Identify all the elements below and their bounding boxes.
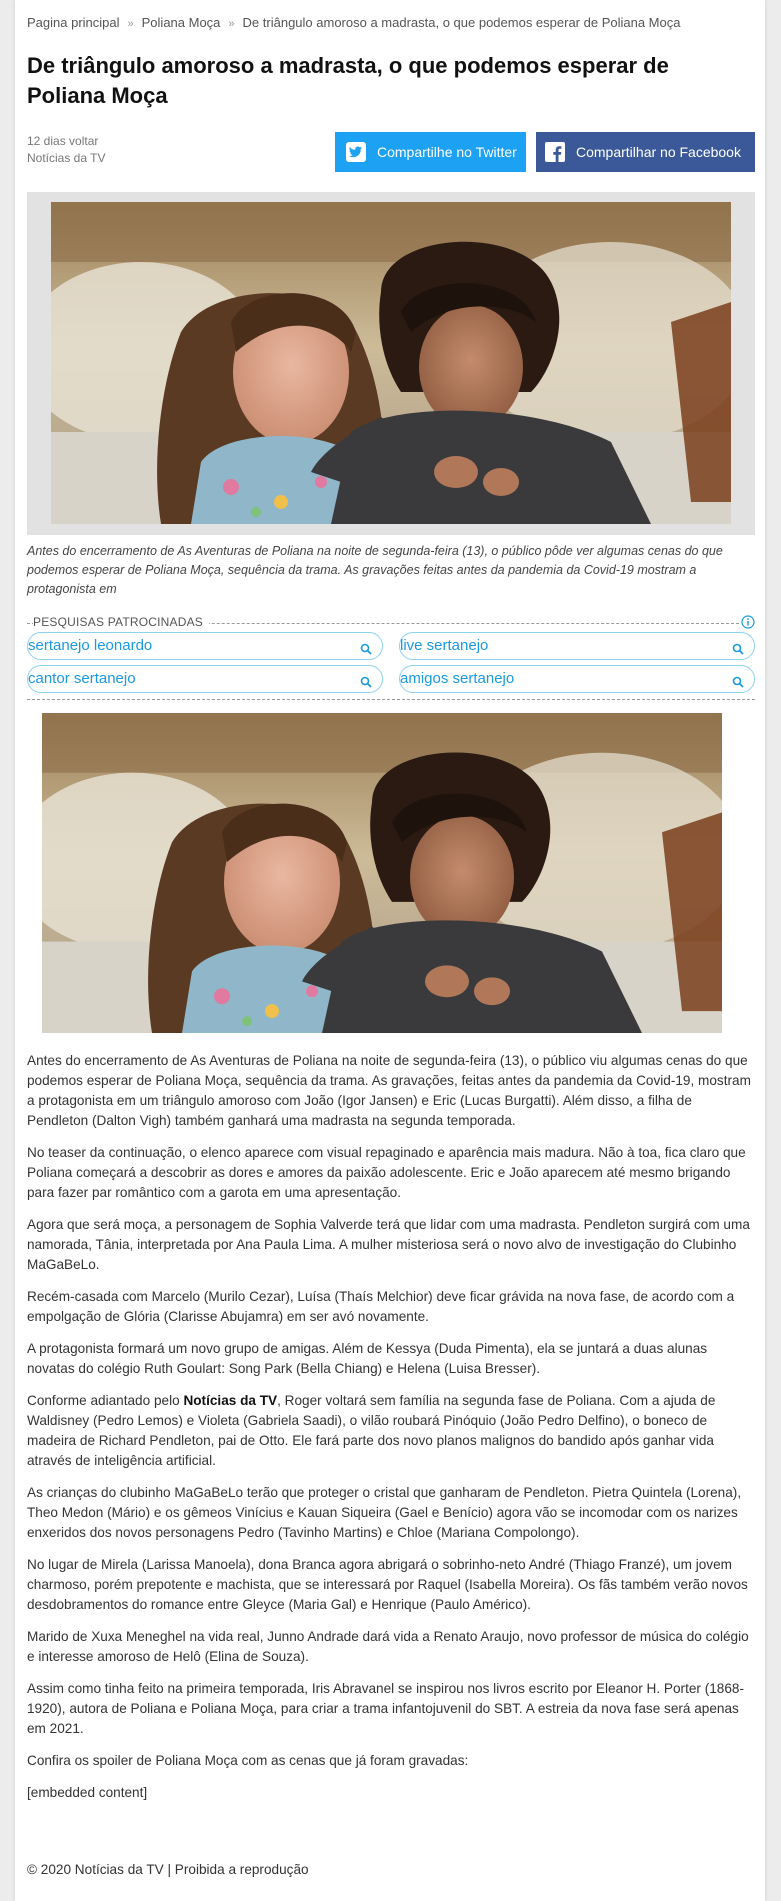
article-paragraph: Antes do encerramento de As Aventuras de Poliana na noite de segunda-feira (13), o público viu algumas cenas do que podemos esperar de Poliana Moça, sequência da trama. As gravações, feitas antes da pandemia da Covid-19, mostram a protagonista em um triângulo amoroso com João (Igor Jansen) e Eric (Lucas Burgatti). Além disso, a filha de Pendleton (Dalton Vigh) também ganhará uma madrasta na segunda temporada. bbox=[27, 1053, 751, 1128]
source-name-bold: Notícias da TV bbox=[183, 1393, 278, 1408]
sponsored-searches bbox=[27, 613, 755, 701]
share-facebook-button[interactable] bbox=[536, 132, 755, 172]
breadcrumb bbox=[27, 15, 680, 30]
sponsored-link-3[interactable] bbox=[27, 665, 383, 693]
sponsored-bottom-divider bbox=[27, 699, 755, 700]
twitter-icon bbox=[345, 141, 367, 163]
share-twitter-button[interactable] bbox=[335, 132, 526, 172]
search-icon bbox=[732, 676, 744, 688]
article-paragraph bbox=[27, 1391, 755, 1471]
breadcrumb-separator-icon: » bbox=[127, 18, 134, 30]
sponsored-label: PESQUISAS PATROCINADAS bbox=[33, 615, 209, 629]
article-body bbox=[27, 1051, 755, 1815]
article-paragraph: As crianças do clubinho MaGaBeLo terão que proteger o cristal que ganharam de Pendleton. Pietra Quintela (Lorena), Theo Medon (Mário) e os gêmeos Vinícius e Kauan Siqueira (Gael e Benício) agora vão se incomodar com os narizes enxeridos dos novos personagens Pedro (Tavinho Martins) e Chloe (Mariana Compolongo). bbox=[27, 1485, 742, 1540]
breadcrumb-separator-icon: » bbox=[228, 18, 235, 30]
breadcrumb-current: De triângulo amoroso a madrasta, o que podemos esperar de Poliana Moça bbox=[242, 15, 681, 30]
hero-image-frame bbox=[27, 192, 755, 535]
article-paragraph: No lugar de Mirela (Larissa Manoela), dona Branca agora abrigará o sobrinho-neto André (Thiago Franzé), um jovem charmoso, porém prepotente e machista, que se interessará por Raquel (Isabella Moreira). Os fãs também verão novos desdobramentos do romance entre Gleyce (Maria Gal) e Henrique (Paulo Américo). bbox=[27, 1557, 748, 1612]
sponsored-link-4[interactable] bbox=[399, 665, 755, 693]
breadcrumb-section-link[interactable]: Poliana Moça bbox=[141, 15, 221, 30]
article-paragraph: Confira os spoiler de Poliana Moça com as cenas que já foram gravadas: bbox=[27, 1753, 469, 1768]
search-icon bbox=[360, 676, 372, 688]
facebook-icon bbox=[544, 141, 566, 163]
article-paragraph: Marido de Xuxa Meneghel na vida real, Junno Andrade dará vida a Renato Araujo, novo professor de música do colégio e interesse amoroso de Helô (Elina de Souza). bbox=[27, 1629, 749, 1664]
info-icon[interactable] bbox=[741, 615, 755, 629]
share-facebook-label: Compartilhar no Facebook bbox=[576, 144, 741, 160]
article-page bbox=[15, 0, 765, 1901]
sponsored-header bbox=[27, 615, 755, 631]
article-title: De triângulo amoroso a madrasta, o que podemos esperar de Poliana Moça bbox=[27, 53, 669, 108]
article-source: Notícias da TV bbox=[27, 151, 106, 165]
sponsored-link-2[interactable] bbox=[399, 632, 755, 660]
paragraph-text: , Roger voltará sem família na segunda fase de Poliana. Com a ajuda de Waldisney (Pedro Lemos) e Violeta (Gabriela Saadi), o vilão roubará Pinóquio (João Pedro Delfino), o boneco de madeira de Richard Pendleton, pai de Otto. Ele fará parte dos novo planos malignos do bandido após ganhar vida através de inteligência artificial. bbox=[27, 1393, 716, 1468]
article-time: 12 dias voltar bbox=[27, 134, 99, 148]
embedded-content-placeholder: [embedded content] bbox=[27, 1785, 148, 1800]
article-paragraph: Assim como tinha feito na primeira temporada, Iris Abravanel se inspirou nos livros escrito por Eleanor H. Porter (1868-1920), autora de Poliana e Poliana Moça, para criar a trama infantojuvenil do SBT. A estreia da nova fase será apenas em 2021. bbox=[27, 1681, 745, 1736]
sponsored-link-1[interactable] bbox=[27, 632, 383, 660]
hero-caption: Antes do encerramento de As Aventuras de Poliana na noite de segunda-feira (13), o público pôde ver algumas cenas do que podemos esperar de Poliana Moça, sequência da trama. As gravações feitas antes da pandemia da Covid-19 mostram a protagonista em bbox=[27, 544, 723, 596]
hero-photo bbox=[51, 202, 731, 524]
article-photo bbox=[42, 713, 722, 1033]
article-paragraph: Agora que será moça, a personagem de Sophia Valverde terá que lidar com uma madrasta. Pendleton surgirá com uma namorada, Tânia, interpretada por Ana Paula Lima. A mulher misteriosa será o novo alvo de investigação do Clubinho MaGaBeLo. bbox=[27, 1217, 750, 1272]
article-paragraph: A protagonista formará um novo grupo de amigas. Além de Kessya (Duda Pimenta), ela se juntará a duas alunas novatas do colégio Ruth Goulart: Song Park (Bella Chiang) e Helena (Luisa Bresser). bbox=[27, 1341, 708, 1376]
breadcrumb-home-link[interactable]: Pagina principal bbox=[27, 15, 120, 30]
share-twitter-label: Compartilhe no Twitter bbox=[377, 144, 517, 160]
sponsored-link-label: sertanejo leonardo bbox=[28, 637, 153, 654]
article-meta bbox=[27, 133, 105, 167]
sponsored-link-label: cantor sertanejo bbox=[28, 670, 136, 687]
search-icon bbox=[732, 643, 744, 655]
article-paragraph: Recém-casada com Marcelo (Murilo Cezar), Luísa (Thaís Melchior) deve ficar grávida na nova fase, de acordo com a empolgação de Glória (Clarisse Abujamra) em ser avó novamente. bbox=[27, 1289, 735, 1324]
paragraph-text: Conforme adiantado pelo bbox=[27, 1393, 184, 1408]
footer-copyright: © 2020 Notícias da TV | Proibida a reprodução bbox=[27, 1862, 309, 1877]
article-paragraph: No teaser da continuação, o elenco aparece com visual repaginado e aparência mais madura. Não à toa, fica claro que Poliana começará a descobrir as dores e amores da paixão adolescente. Eric e João aparecem até mesmo brigando para fazer par romântico com a garota em uma apresentação. bbox=[27, 1145, 746, 1200]
search-icon bbox=[360, 643, 372, 655]
sponsored-link-label: amigos sertanejo bbox=[400, 670, 515, 687]
sponsored-link-label: live sertanejo bbox=[400, 637, 489, 654]
